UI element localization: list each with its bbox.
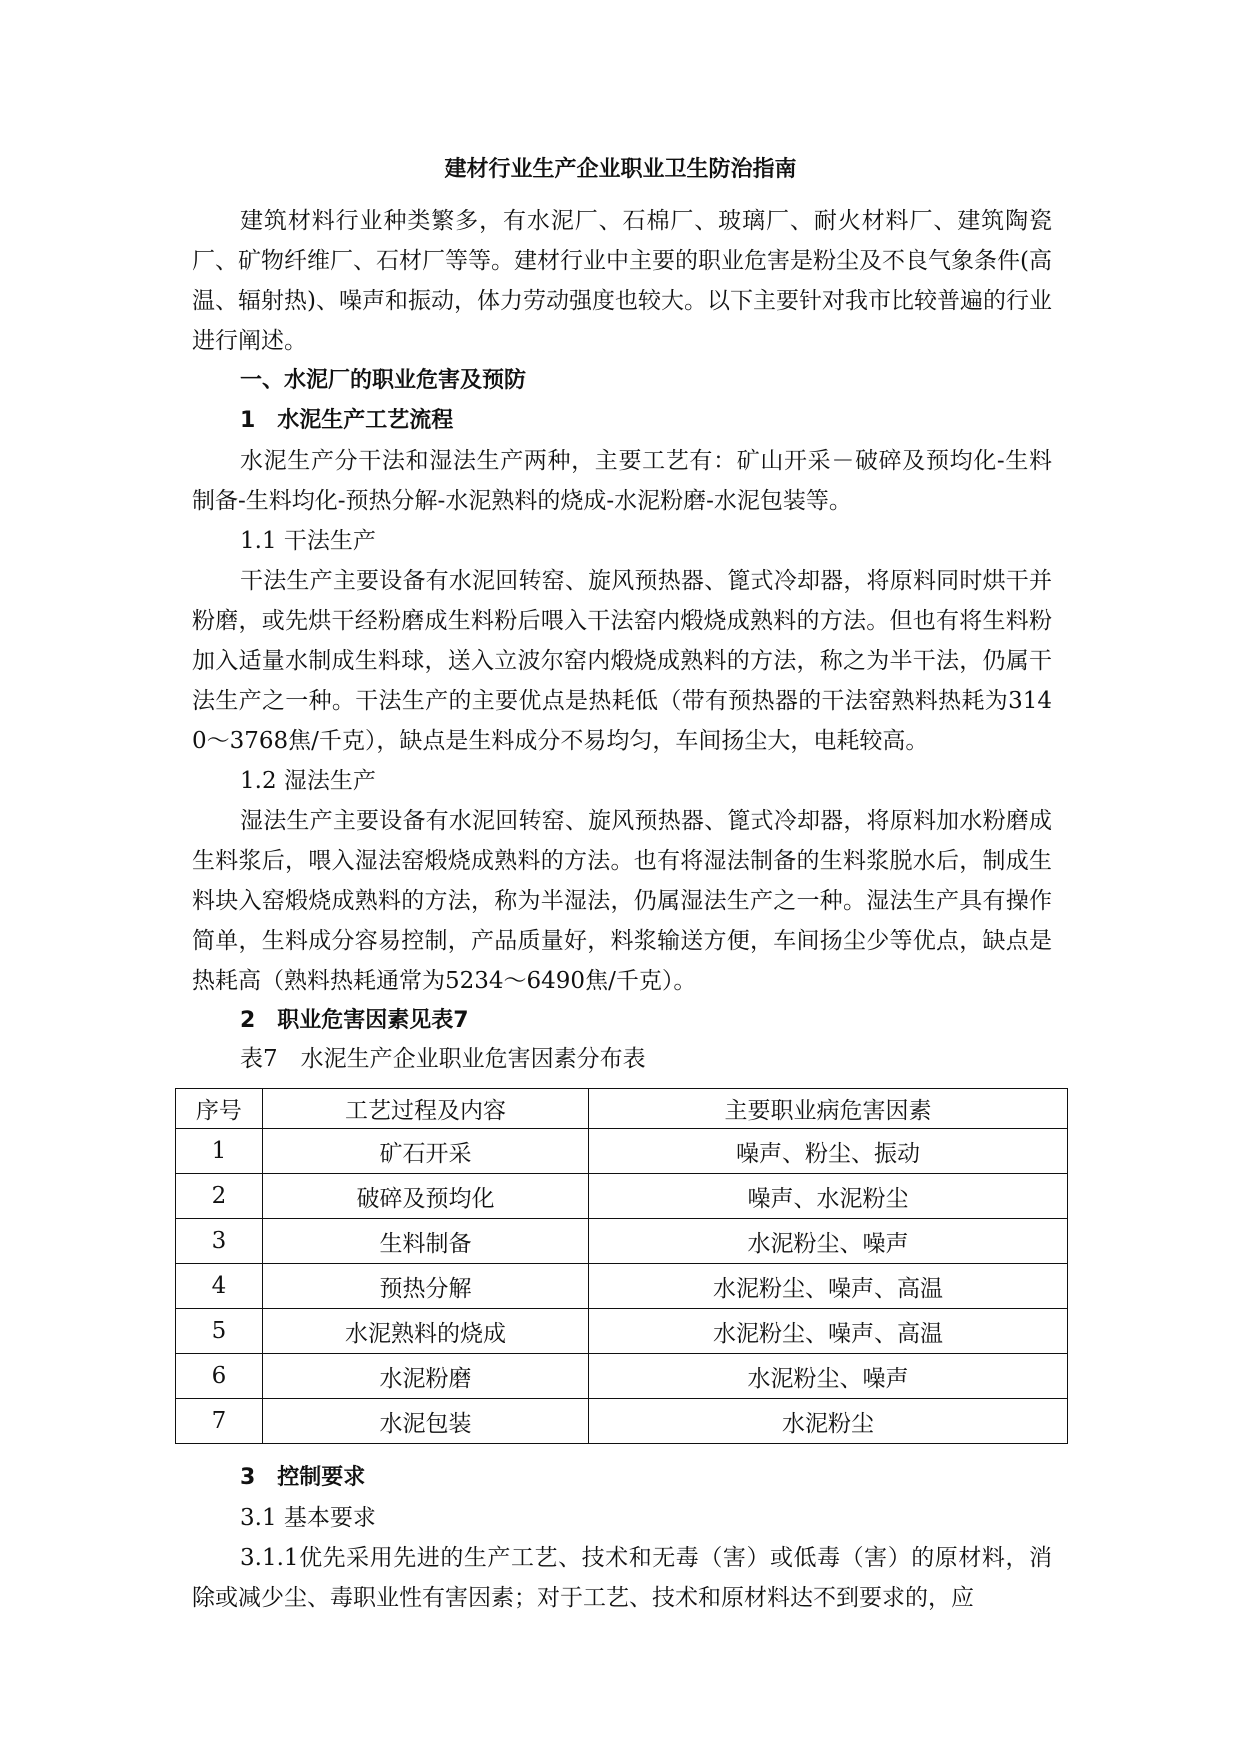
cell-hazard: 噪声、粉尘、振动 xyxy=(589,1129,1068,1174)
basic-requirements-paragraph: 3.1.1优先采用先进的生产工艺、技术和无毒（害）或低毒（害）的原材料，消除或减少尘、毒职业性有害因素；对于工艺、技术和原材料达不到要求的，应 xyxy=(192,1545,1052,1611)
cell-process: 矿石开采 xyxy=(262,1129,588,1174)
table-row xyxy=(176,1354,1068,1399)
cell-process: 水泥包装 xyxy=(262,1399,588,1444)
section1-heading: 一、水泥厂的职业危害及预防 xyxy=(240,368,527,393)
dry-process-heading: 1.1 干法生产 xyxy=(240,528,376,554)
cell-hazard: 水泥粉尘、噪声 xyxy=(589,1219,1068,1264)
subsection2-heading: 2 职业危害因素见表7 xyxy=(240,1008,469,1033)
cell-hazard: 噪声、水泥粉尘 xyxy=(589,1174,1068,1219)
cell-hazard: 水泥粉尘、噪声、高温 xyxy=(589,1309,1068,1354)
header-cell-process: 工艺过程及内容 xyxy=(262,1089,588,1129)
document-body-top xyxy=(192,201,1052,1077)
cell-hazard: 水泥粉尘 xyxy=(589,1399,1068,1444)
wet-process-paragraph: 湿法生产主要设备有水泥回转窑、旋风预热器、篦式冷却器，将原料加水粉磨成生料浆后，喂入湿法窑煅烧成熟料的方法。也有将湿法制备的生料浆脱水后，制成生料块入窑煅烧成熟料的方法，称为半湿法，仍属湿法生产之一种。湿法生产具有操作简单，生料成分容易控制，产品质量好，料浆输送方便，车间扬尘少等优点，缺点是热耗高（熟料热耗通常为5234～6490焦/千克）。 xyxy=(192,808,1052,994)
cell-process: 生料制备 xyxy=(262,1219,588,1264)
table-row xyxy=(176,1129,1068,1174)
subsection1-heading: 1 水泥生产工艺流程 xyxy=(240,408,454,433)
table-row xyxy=(176,1264,1068,1309)
process-flow-paragraph: 水泥生产分干法和湿法生产两种，主要工艺有：矿山开采－破碎及预均化-生料制备-生料均化-预热分解-水泥熟料的烧成-水泥粉磨-水泥包装等。 xyxy=(192,448,1052,514)
cell-process: 破碎及预均化 xyxy=(262,1174,588,1219)
table-row xyxy=(176,1309,1068,1354)
document-body-bottom xyxy=(192,1458,1052,1618)
dry-process-paragraph: 干法生产主要设备有水泥回转窑、旋风预热器、篦式冷却器，将原料同时烘干并粉磨，或先烘干经粉磨成生料粉后喂入干法窑内煅烧成熟料的方法。但也有将生料粉加入适量水制成生料球，送入立波尔窑内煅烧成熟料的方法，称之为半干法，仍属干法生产之一种。干法生产的主要优点是热耗低（带有预热器的干法窑熟料热耗为3140～3768焦/千克），缺点是生料成分不易均匀，车间扬尘大，电耗较高。 xyxy=(192,568,1052,754)
table-row xyxy=(176,1174,1068,1219)
cell-process: 水泥粉磨 xyxy=(262,1354,588,1399)
table-row xyxy=(176,1219,1068,1264)
cell-no: 4 xyxy=(176,1264,263,1309)
cell-no: 3 xyxy=(176,1219,263,1264)
hazard-table xyxy=(175,1088,1068,1444)
header-cell-no: 序号 xyxy=(176,1089,263,1129)
table-row xyxy=(176,1399,1068,1444)
cell-no: 7 xyxy=(176,1399,263,1444)
cell-no: 2 xyxy=(176,1174,263,1219)
cell-hazard: 水泥粉尘、噪声、高温 xyxy=(589,1264,1068,1309)
cell-no: 6 xyxy=(176,1354,263,1399)
subsection3-heading: 3 控制要求 xyxy=(240,1465,366,1490)
cell-process: 水泥熟料的烧成 xyxy=(262,1309,588,1354)
header-cell-hazard: 主要职业病危害因素 xyxy=(589,1089,1068,1129)
document-title: 建材行业生产企业职业卫生防治指南 xyxy=(444,157,797,182)
cell-no: 5 xyxy=(176,1309,263,1354)
cell-process: 预热分解 xyxy=(262,1264,588,1309)
table-header-row xyxy=(176,1089,1068,1129)
intro-paragraph: 建筑材料行业种类繁多，有水泥厂、石棉厂、玻璃厂、耐火材料厂、建筑陶瓷厂、矿物纤维厂、石材厂等等。建材行业中主要的职业危害是粉尘及不良气象条件(高温、辐射热)、噪声和振动，体力劳动强度也较大。以下主要针对我市比较普遍的行业进行阐述。 xyxy=(192,208,1052,354)
cell-hazard: 水泥粉尘、噪声 xyxy=(589,1354,1068,1399)
table-caption: 表7 水泥生产企业职业危害因素分布表 xyxy=(240,1046,646,1072)
wet-process-heading: 1.2 湿法生产 xyxy=(240,768,376,794)
cell-no: 1 xyxy=(176,1129,263,1174)
basic-requirements-heading: 3.1 基本要求 xyxy=(240,1505,376,1531)
